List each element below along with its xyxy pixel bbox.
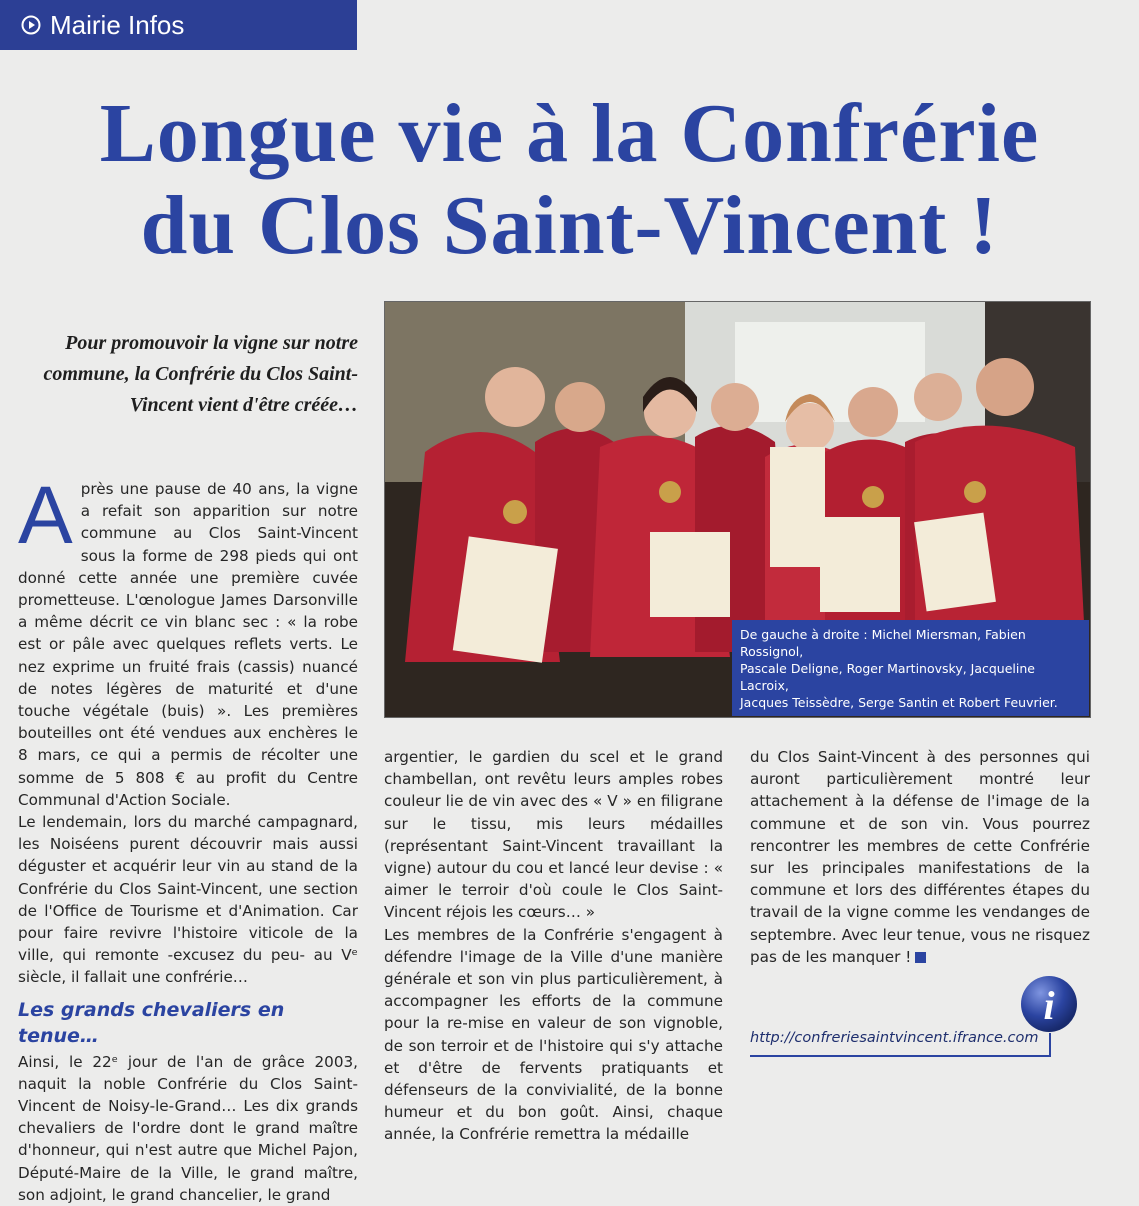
website-link[interactable]: http://confrerie​saintvincent.ifrance.com — [750, 1030, 1039, 1046]
drop-cap: A — [18, 470, 73, 561]
section-tab — [0, 0, 357, 50]
headline-line-2: du Clos Saint-Vincent ! — [140, 179, 999, 272]
subheading: Les grands chevaliers en tenue… — [18, 998, 285, 1047]
caption-line-3: Jacques Teissèdre, Serge Santin et Robert Feuvrier. — [740, 695, 1058, 710]
info-icon — [1020, 975, 1078, 1033]
caption-line-1: De gauche à droite : Michel Miersman, Fabien Rossignol, — [740, 627, 1026, 659]
end-of-article-mark — [915, 952, 926, 963]
caption-line-2: Pascale Deligne, Roger Martinovsky, Jacqueline Lacroix, — [740, 661, 1035, 693]
headline-line-1: Longue vie à la Confrérie — [99, 87, 1040, 180]
paragraph-1: près une pause de 40 ans, la vigne a refait son apparition sur notre commune au Clos Saint-Vincent sous la forme de 298 pieds qui ont donné cette année une première cuvée prometteuse. L'œnologue James Darsonville a même décrit ce vin blanc sec : « la robe est or pâle avec quelques reflets verts. Le nez exprime un fruité frais (cassis) nuancé de notes légères de maturité et d'une touche végétale (buis) ». Les premières bouteilles ont été vendues aux enchères le 8 mars, ce qui a permis de récolter une somme de 5 808 € au profit du Centre Communal d'Action Sociale. — [18, 480, 358, 809]
article-intro: Pour promouvoir la vigne sur notre commune, la Confrérie du Clos Saint-Vincent vient d'être créée… — [43, 332, 358, 416]
svg-text:i: i — [1043, 983, 1055, 1028]
paragraph-4: argentier, le gardien du scel et le grand chambellan, ont revêtu leurs amples robes couleur lie de vin avec des « V » en filigrane sur le tissu, mis leurs médailles (représentant Saint-Vincent travaillant la vigne) autour du cou et lancé leur devise : « aimer le terroir d'où coule le Clos Saint-Vincent réjois les cœurs… » — [384, 748, 723, 922]
paragraph-6: du Clos Saint-Vincent à des personnes qui auront particulièrement montré leur attachement à la défense de l'image de la commune et de son vin. Vous pourrez rencontrer les membres de cette Confrérie sur les principales manifestations de la commune et lors des différentes étapes du travail de la vigne comme les vendanges de septembre. Avec leur tenue, vous ne risquez pas de les manquer ! — [750, 748, 1090, 966]
group-photo — [384, 301, 1091, 718]
info-connector-horizontal — [750, 1055, 1051, 1057]
play-circle-icon — [21, 15, 41, 35]
section-label: Mairie Infos — [50, 9, 185, 40]
article-headline — [0, 88, 1139, 272]
article-column-1 — [18, 470, 358, 1206]
article-column-2 — [384, 746, 723, 1146]
photo-caption — [732, 620, 1089, 716]
paragraph-5: Les membres de la Confrérie s'engagent à défendre l'image de la Ville d'une manière générale et son vin plus particulièrement, à accompagner les efforts de la commune pour la re-mise en valeur de son vignoble, de son terroir et de l'histoire qui s'y attache et d'être de fervents pratiquants et défenseurs de la convivialité, de la bonne humeur et du bon goût. Ainsi, chaque année, la Confrérie remettra la médaille — [384, 925, 723, 1144]
info-connector-vertical — [1049, 1033, 1051, 1055]
article-column-3 — [750, 746, 1090, 968]
paragraph-2: Le lendemain, lors du marché campagnard, les Noiséens purent découvrir mais aussi déguster et acquérir leur vin au stand de la Confrérie du Clos Saint-Vincent, une section de l'Office de Tourisme et d'Animation. Car pour faire revivre l'histoire viticole de la ville, qui remonte -excusez du peu- au Vᵉ siècle, il fallait une confrérie… — [18, 813, 358, 987]
paragraph-3: Ainsi, le 22ᵉ jour de l'an de grâce 2003, naquit la noble Confrérie du Clos Saint-Vincent de Noisy-le-Grand… Les dix grands chevaliers de l'ordre dont le grand maître d'honneur, qui n'est autre que Michel Pajon, Député-Maire de la Ville, le grand maître, son adjoint, le grand chancelier, le grand — [18, 1052, 358, 1204]
